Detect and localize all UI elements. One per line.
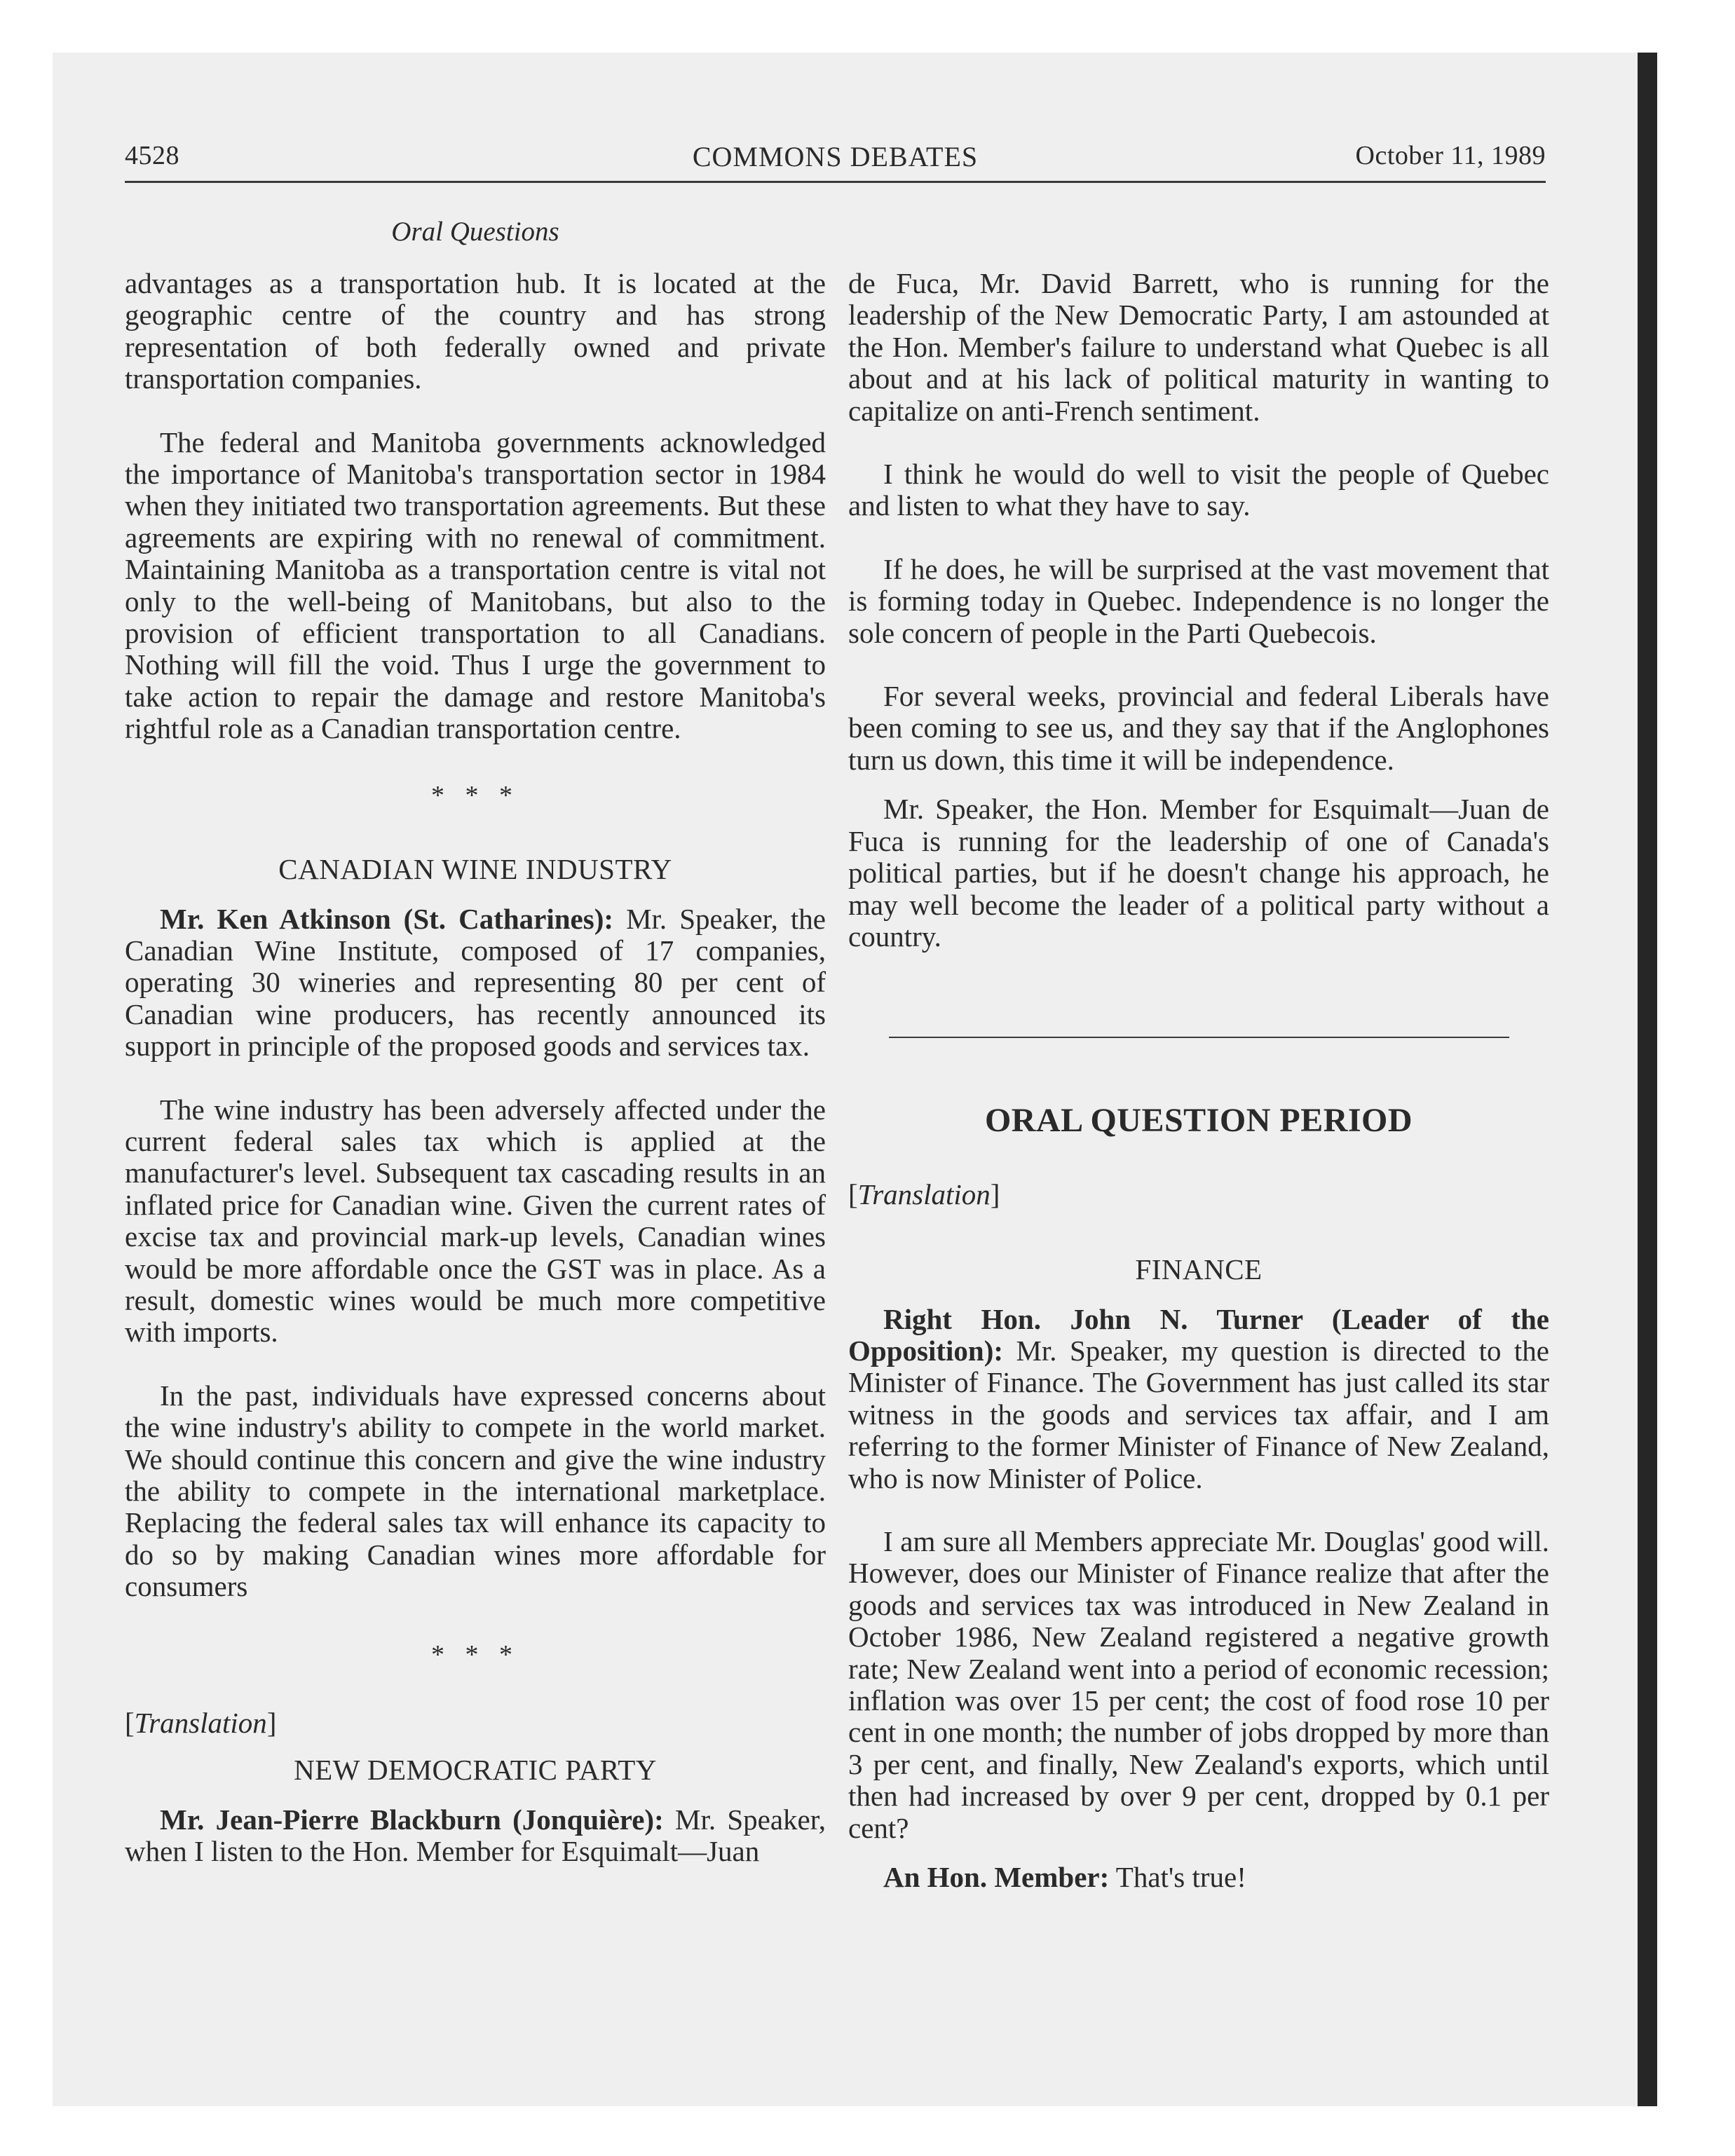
paragraph: I am sure all Members appreciate Mr. Douglas' good will. However, does our Minister of Finance realize that after the goods and services tax was introduced in New Zealand in October 1986, New Zealand registered a negative growth rate; New Zealand went into a period of economic recession; inflation was over 15 per cent; the cost of food rose 10 per cent in one month; the number of jobs dropped by more than 3 per cent, and finally, New Zealand's exports, which until then had increased by over 9 per cent, dropped by 0.1 per cent?: [848, 1524, 1549, 1844]
paragraph: For several weeks, provincial and federal Liberals have been coming to see us, and they say that if the Anglophones turn us down, this time it will be independence.: [848, 680, 1549, 776]
publication-title: COMMONS DEBATES: [692, 141, 979, 172]
left-column: [125, 268, 826, 1868]
paragraph: I think he would do well to visit the people of Quebec and listen to what they have to say.: [848, 458, 1549, 522]
speech-text: That's true!: [1115, 1861, 1246, 1894]
paragraph: de Fuca, Mr. David Barrett, who is running for the leadership of the New Democratic Party, I am astounded at the Hon. Member's failure to understand what Quebec is all about and at his lack of political maturity in wanting to capitalize on anti-French sentiment.: [848, 267, 1549, 427]
paragraph: If he does, he will be surprised at the vast movement that is forming today in Quebec. Independence is no longer the sole concern of people in the Parti Quebecois.: [848, 552, 1549, 649]
paragraph: In the past, individuals have expressed concerns about the wine industry's ability to compete in the world market. We should continue this concern and give the wine industry the ability to compete in the international marketplace. Replacing the federal sales tax will enhance its capacity to do so by making Canadian wines more affordable for consumers: [125, 1379, 826, 1603]
major-heading: ORAL QUESTION PERIOD: [984, 1102, 1413, 1140]
publication-date: October 11, 1989: [1355, 141, 1546, 170]
header-rule: [125, 181, 1546, 183]
running-head: Oral Questions: [391, 217, 559, 247]
paragraph: Mr. Speaker, the Hon. Member for Esquimalt—Juan de Fuca is running for the leadership of one of Canada's political parties, but if he doesn't change his approach, he may well become the leader of a political party without a country.: [848, 793, 1549, 953]
speaker-name: Mr. Jean-Pierre Blackburn (Jonquière):: [160, 1803, 664, 1836]
page-header: [125, 140, 1546, 175]
speech-paragraph: [848, 1862, 1549, 1893]
paragraph: The wine industry has been adversely affected under the current federal sales tax which is applied at the manufacturer's level. Subsequent tax cascading results in an inflated price for Canadian wine. Given the current rates of excise tax and provincial mark-up levels, Canadian wines would be more affordable once the GST was in place. As a result, domestic wines would be much more competitive with imports.: [125, 1093, 826, 1349]
section-separator: * * *: [431, 1639, 519, 1670]
translation-tag: [Translation]: [125, 1707, 277, 1740]
right-column: [848, 268, 1549, 1893]
speech-text: Mr. Speaker, my question is directed to the Minister of Finance. The Government has just called its star witness in the goods and services tax affair, and I am referring to the former Minister of Finance of New Zealand, who is now Minister of Police.: [848, 1334, 1550, 1494]
speaker-name: Right Hon. John N. Turner (Leader of the Opposition):: [848, 1302, 1549, 1367]
section-heading: FINANCE: [1135, 1253, 1263, 1286]
speech-paragraph: [848, 1304, 1549, 1494]
speaker-name: An Hon. Member:: [883, 1861, 1110, 1894]
speaker-name: Mr. Ken Atkinson (St. Catharines):: [160, 902, 613, 935]
paragraph: The federal and Manitoba governments acknowledged the importance of Manitoba's transportation sector in 1984 when they initiated two transportation agreements. But these agreements are expiring with no renewal of commitment. Maintaining Manitoba as a transportation centre is vital not only to the well-being of Manitobans, but also to the provision of efficient transportation to all Canadians. Nothing will fill the void. Thus I urge the government to take action to repair the damage and restore Manitoba's rightful role as a Canadian transportation centre.: [125, 425, 826, 745]
scan-edge-bar: [1638, 53, 1657, 2106]
paragraph: advantages as a transportation hub. It is located at the geographic centre of the country and has strong representation of both federally owned and private transportation companies.: [125, 267, 826, 395]
section-heading: NEW DEMOCRATIC PARTY: [294, 1754, 657, 1787]
speech-paragraph: [125, 1804, 826, 1868]
speech-text: Mr. Speaker, when I listen to the Hon. Member for Esquimalt—Juan: [125, 1803, 826, 1868]
translation-tag: [Translation]: [848, 1178, 1000, 1210]
section-heading: CANADIAN WINE INDUSTRY: [278, 853, 672, 886]
page-number: 4528: [125, 141, 179, 170]
speech-paragraph: [125, 903, 826, 1063]
speech-text: Mr. Speaker, the Canadian Wine Institute, composed of 17 companies, operating 30 wineries and representing 80 per cent of Canadian wine producers, has recently announced its support in principle of the proposed goods and services tax.: [125, 902, 826, 1063]
section-separator: * * *: [431, 780, 519, 810]
section-rule: [889, 1037, 1509, 1038]
